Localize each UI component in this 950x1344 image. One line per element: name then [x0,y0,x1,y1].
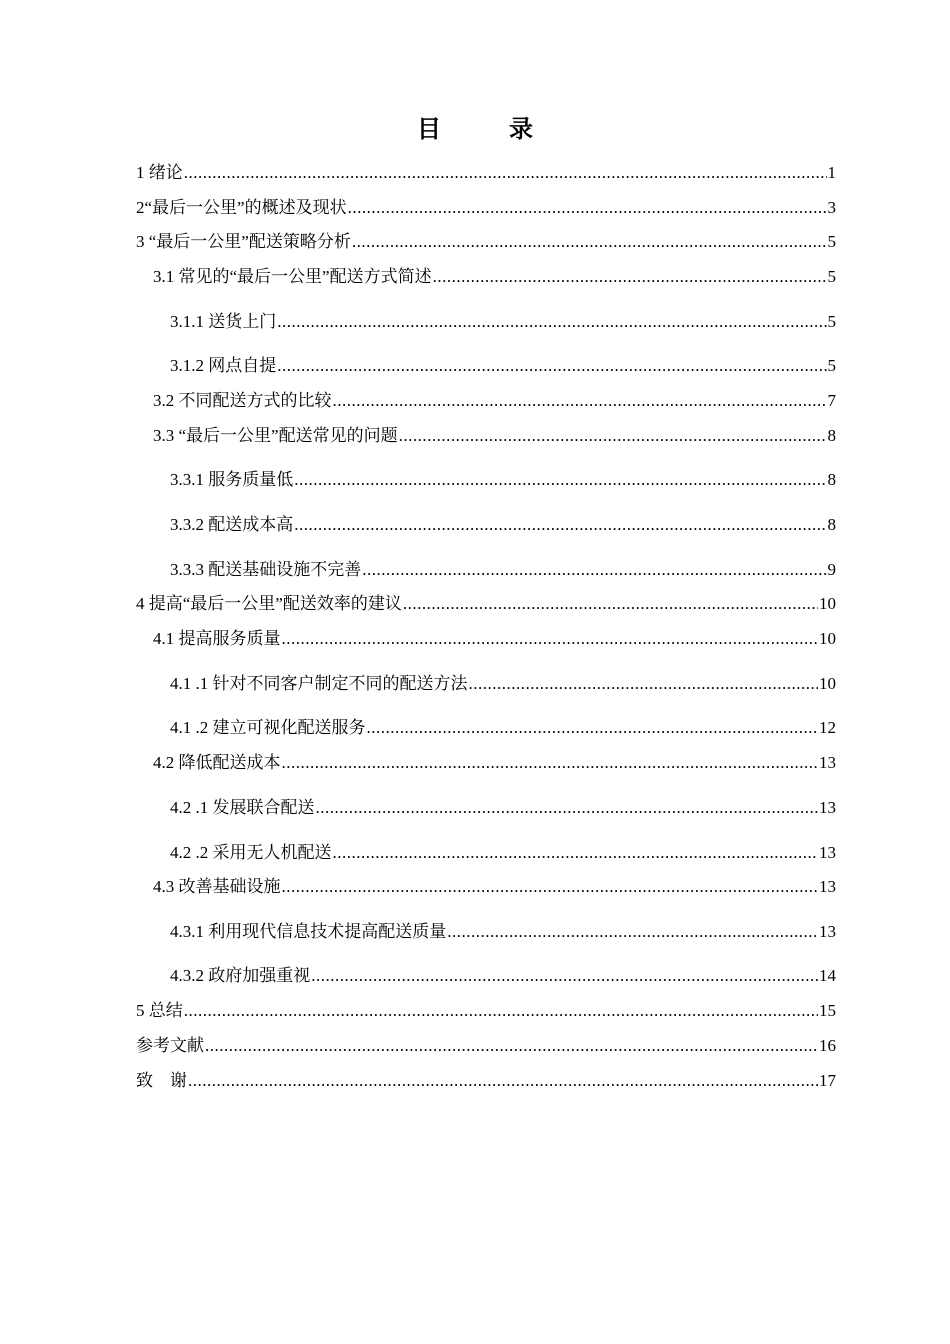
toc-leader [294,514,826,536]
toc-leader [294,469,826,491]
toc-leader [282,752,819,774]
toc-leader [348,197,827,219]
toc-leader [433,266,827,288]
toc-leader [403,593,818,615]
toc-entry-label: 致 谢 [136,1071,187,1090]
toc-entry-label: 2“最后一公里”的概述及现状 [136,198,347,217]
toc-leader [184,1000,818,1022]
toc-entry-page: 17 [819,1071,836,1090]
toc-entry-label: 3.3 “最后一公里”配送常见的问题 [153,426,398,445]
toc-entry-page: 10 [819,594,836,613]
toc-entry-label: 4.1 .1 针对不同客户制定不同的配送方法 [170,674,468,693]
toc-leader [469,673,819,695]
toc-entry-page: 15 [819,1001,836,1020]
toc-entry[interactable] [136,160,836,184]
toc-entry[interactable] [170,795,836,819]
toc-entry[interactable] [170,715,836,739]
toc-entry-page: 8 [827,426,836,445]
toc-entry[interactable] [170,840,836,864]
toc-title: 目 录 [417,117,555,143]
toc-entry-page: 9 [827,560,836,579]
toc-entry-page: 3 [827,198,836,217]
toc-entry-label: 4.3 改善基础设施 [153,877,281,896]
toc-entry[interactable] [136,1033,836,1057]
toc-entry[interactable] [153,388,836,412]
toc-entry-page: 5 [827,232,836,251]
toc-entry-label: 3.2 不同配送方式的比较 [153,391,332,410]
toc-leader [282,628,819,650]
toc-entry-page: 7 [827,391,836,410]
toc-entry[interactable] [153,264,836,288]
toc-entry-label: 4.3.1 利用现代信息技术提高配送质量 [170,922,447,941]
toc-entry-page: 5 [827,267,836,286]
toc-entry[interactable] [170,467,836,491]
toc-entry[interactable] [153,874,836,898]
toc-leader [188,1070,818,1092]
toc-entry-page: 13 [819,877,836,896]
toc-entry[interactable] [170,512,836,536]
toc-leader [447,921,818,943]
toc-entry-label: 3.1.1 送货上门 [170,312,277,331]
toc-entry-page: 1 [827,163,836,182]
toc-entry-page: 13 [819,843,836,862]
toc-leader [184,162,827,184]
toc-entry-label: 参考文献 [136,1036,204,1055]
toc-leader [333,842,819,864]
toc-entry[interactable] [136,229,836,253]
toc-entry[interactable] [170,963,836,987]
toc-entry[interactable] [136,1068,836,1092]
toc-leader [277,311,826,333]
toc-entry-page: 5 [827,356,836,375]
toc-entry-label: 3.1 常见的“最后一公里”配送方式简述 [153,267,432,286]
toc-entry-page: 13 [819,753,836,772]
toc-entry-page: 16 [819,1036,836,1055]
toc-entry[interactable] [170,671,836,695]
toc-entry-page: 13 [819,922,836,941]
toc-entry-page: 13 [819,798,836,817]
toc-entry-label: 4.1 提高服务质量 [153,629,281,648]
toc-entry-label: 1 绪论 [136,163,183,182]
toc-entry-label: 4.2 降低配送成本 [153,753,281,772]
toc-entry[interactable] [170,309,836,333]
toc-entry-label: 4.2 .1 发展联合配送 [170,798,315,817]
toc-entry[interactable] [153,750,836,774]
toc-entry-page: 10 [819,674,836,693]
toc-entry[interactable] [153,423,836,447]
toc-entry-label: 3.3.1 服务质量低 [170,470,294,489]
toc-leader [205,1035,818,1057]
toc-entry-label: 3 “最后一公里”配送策略分析 [136,232,351,251]
toc-entry-page: 12 [819,718,836,737]
toc-leader [352,231,827,253]
toc-leader [277,355,826,377]
toc-leader [333,390,827,412]
toc-entry[interactable] [170,919,836,943]
toc-entry-label: 4.2 .2 采用无人机配送 [170,843,332,862]
toc-entry[interactable] [170,353,836,377]
toc-entry[interactable] [136,998,836,1022]
toc-entry-label: 5 总结 [136,1001,183,1020]
toc-entry-label: 4.1 .2 建立可视化配送服务 [170,718,366,737]
toc-entry-label: 3.3.3 配送基础设施不完善 [170,560,362,579]
toc-entry-page: 8 [827,515,836,534]
toc-leader [311,965,818,987]
toc-entry-label: 4 提高“最后一公里”配送效率的建议 [136,594,402,613]
toc-leader [367,717,819,739]
toc-entry-page: 14 [819,966,836,985]
toc-leader [282,876,819,898]
toc-leader [399,425,827,447]
toc-entry-label: 4.3.2 政府加强重视 [170,966,311,985]
toc-entry[interactable] [136,195,836,219]
toc-entry-page: 10 [819,629,836,648]
toc-entry[interactable] [153,626,836,650]
toc-leader [362,559,826,581]
toc-entry-label: 3.3.2 配送成本高 [170,515,294,534]
toc-leader [316,797,819,819]
toc-entry-page: 8 [827,470,836,489]
toc-entry[interactable] [170,557,836,581]
toc-entry[interactable] [136,591,836,615]
toc-entry-page: 5 [827,312,836,331]
toc-entry-label: 3.1.2 网点自提 [170,356,277,375]
